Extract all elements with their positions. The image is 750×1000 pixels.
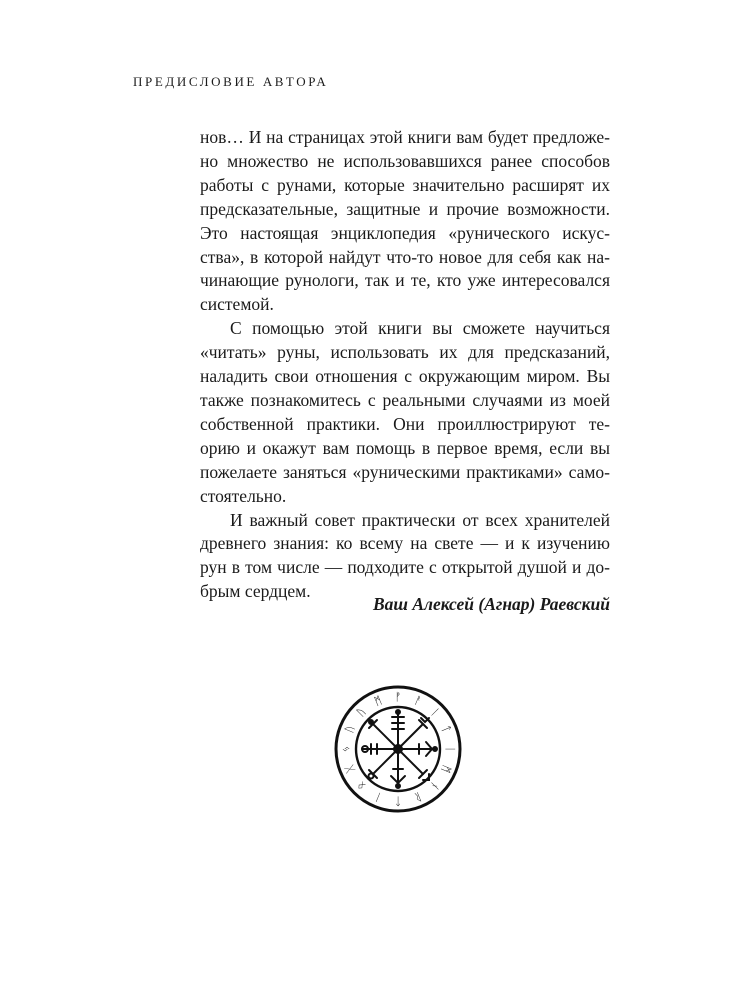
text-line: также познакомитесь с реальными случаями из моей — [200, 389, 610, 410]
rune-glyph: ᚢ — [342, 723, 358, 735]
text-line: пожелаете заняться «руническими практиками» само- — [200, 461, 610, 482]
text-line: Это настоящая энциклопедия «рунического искус- — [200, 222, 610, 243]
text-line: брым сердцем. — [200, 581, 311, 602]
text-line: С помощью этой книги вы сможете научиться — [230, 318, 610, 339]
body-text — [200, 126, 610, 604]
text-line: предсказательные, защитные и прочие возможности. — [200, 198, 610, 219]
rune-glyph: ᚠ — [394, 690, 402, 704]
vegvisir-stave — [362, 710, 437, 788]
rune-glyph: ᛗ — [372, 693, 384, 709]
rune-glyph: ᚨ — [412, 693, 424, 709]
text-line: «читать» руны, использовать их для предсказаний, — [200, 342, 610, 363]
rune-glyph: ᛁ — [372, 789, 384, 805]
text-line: работы с рунами, которые значительно расширят их — [200, 174, 610, 195]
rune-glyph: ᚱ — [412, 789, 424, 805]
text-line: рун в том числе — подходите с открытой душой и до- — [200, 557, 610, 578]
running-head: ПРЕДИСЛОВИЕ АВТОРА — [133, 74, 329, 89]
text-line: древнего знания: ко всему на свете — и к изучению — [200, 533, 610, 554]
text-line: но множество не использовавшихся ранее способов — [200, 150, 610, 171]
text-line: чинающие рунологи, так и те, кто уже интересовался — [200, 270, 610, 291]
author-signature: Ваш Алексей (Агнар) Раевский — [372, 594, 610, 614]
rune-glyph: ᚾ — [427, 778, 442, 793]
rune-glyph: ᛏ — [394, 794, 402, 808]
text-line: стоятельно. — [200, 485, 287, 506]
rune-glyph: ᛟ — [354, 778, 369, 793]
rune-glyph: ᛏ — [438, 723, 454, 735]
text-line: системой. — [200, 294, 274, 315]
rune-glyph: ᛃ — [339, 745, 353, 753]
paragraph-1 — [200, 126, 610, 317]
text-line: наладить свои отношения с окружающим миром. Вы — [200, 366, 610, 387]
text-line: собственной практики. Они проиллюстрируют те- — [200, 413, 610, 434]
vegvisir-rune-circle-icon — [333, 684, 463, 814]
rune-glyph: ᛁ — [427, 705, 442, 720]
paragraph-2 — [200, 317, 610, 508]
rune-glyph: ᛗ — [438, 763, 454, 775]
text-line: И важный совет практически от всех хранителей — [230, 509, 610, 530]
text-line: ства», в которой найдут что-то новое для себя как на- — [200, 246, 610, 267]
text-line: нов… И на страницах этой книги вам будет предложе- — [200, 127, 610, 147]
paragraph-3 — [200, 509, 610, 605]
rune-glyph: ᚢ — [354, 705, 369, 720]
text-line: орию и окажут вам помощь в первое время, если вы — [200, 437, 610, 458]
rune-glyph: ᛁ — [443, 745, 457, 753]
rune-glyph: ᚷ — [342, 763, 358, 775]
